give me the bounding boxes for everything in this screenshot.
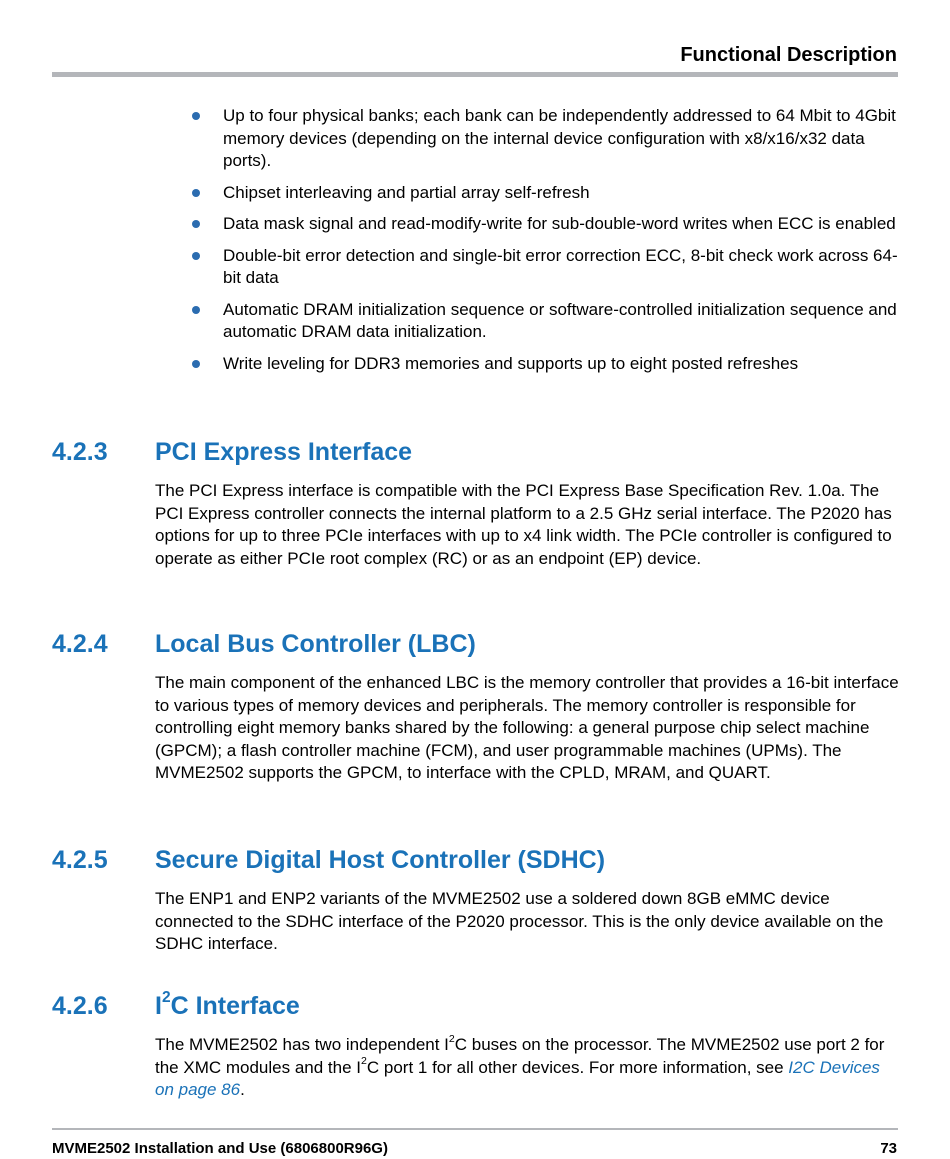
bullet-item xyxy=(190,105,902,173)
footer-rule xyxy=(52,1128,898,1130)
bullet-dot-icon xyxy=(192,189,200,197)
body-text: C port 1 for all other devices. For more information, see xyxy=(366,1057,789,1077)
superscript: 2 xyxy=(361,1055,367,1068)
section-title: Secure Digital Host Controller (SDHC) xyxy=(155,846,606,874)
section-heading xyxy=(52,844,902,876)
footer-doc-title: MVME2502 Installation and Use (6806800R96G) xyxy=(52,1140,388,1157)
section-number: 4.2.3 xyxy=(52,438,108,466)
bullet-dot-icon xyxy=(192,112,200,120)
bullet-item xyxy=(190,299,902,344)
bullet-text: Chipset interleaving and partial array self-refresh xyxy=(223,182,590,202)
bullet-dot-icon xyxy=(192,306,200,314)
header-rule xyxy=(52,72,898,77)
section-title-prefix: I xyxy=(155,992,162,1020)
section-title: PCI Express Interface xyxy=(155,438,413,466)
bullet-dot-icon xyxy=(192,220,200,228)
bullet-item xyxy=(190,182,902,205)
section-title-rest: C Interface xyxy=(170,992,300,1020)
section-body: The ENP1 and ENP2 variants of the MVME2502 use a soldered down 8GB eMMC device connected to the SDHC interface of the P2020 processor. This is the only device available on the SDHC interface. xyxy=(155,889,884,953)
body-text: The MVME2502 has two independent I xyxy=(155,1035,449,1054)
bullet-text: Write leveling for DDR3 memories and supports up to eight posted refreshes xyxy=(223,353,799,373)
section-sdhc xyxy=(52,844,902,956)
section-number: 4.2.6 xyxy=(52,992,108,1020)
section-body: The main component of the enhanced LBC is the memory controller that provides a 16-bit interface to various types of memory devices and peripherals. The memory controller is responsible for controlling eight memory banks shared by the following: a general purpose chip select machine (GPCM); a flash controller machine (FCM), and user programmable machines (UPMs). The MVME2502 supports the GPCM, to interface with the CPLD, MRAM, and QUART. xyxy=(155,673,899,782)
section-number: 4.2.5 xyxy=(52,846,108,874)
section-title: Local Bus Controller (LBC) xyxy=(155,630,476,658)
section-number: 4.2.4 xyxy=(52,630,108,658)
i2c-devices-link[interactable]: I2C Devices on page 86 xyxy=(155,1057,880,1099)
section-title xyxy=(155,990,300,1022)
section-body: The PCI Express interface is compatible with the PCI Express Base Specification Rev. 1.0a. The PCI Express controller connects the internal platform to a 2.5 GHz serial interface. The P2020 has options for up to three PCIe interfaces with up to x4 link width. The PCIe controller is configured to operate as either PCIe root complex (RC) or as an endpoint (EP) device. xyxy=(155,481,892,568)
bullet-item xyxy=(190,245,902,290)
bullet-dot-icon xyxy=(192,252,200,260)
superscript: 2 xyxy=(448,1032,455,1045)
section-heading xyxy=(52,436,902,468)
section-title-superscript: 2 xyxy=(161,989,171,1007)
body-text: C buses on the processor. The MVME2502 use port 2 for the XMC modules and the I xyxy=(155,1035,885,1077)
bullet-item xyxy=(190,353,902,376)
section-local-bus-controller xyxy=(52,628,902,785)
bullet-item xyxy=(190,213,902,236)
bullet-text: Automatic DRAM initialization sequence or software-controlled initialization sequence and automatic DRAM data initialization. xyxy=(223,299,897,341)
footer-page-number: 73 xyxy=(880,1140,897,1157)
bullet-text: Data mask signal and read-modify-write for sub-double-word writes when ECC is enabled xyxy=(223,214,896,233)
feature-bullet-list xyxy=(190,105,902,384)
section-pci-express xyxy=(52,436,902,570)
section-heading xyxy=(52,990,902,1022)
body-text: . xyxy=(240,1080,245,1099)
bullet-text: Double-bit error detection and single-bit error correction ECC, 8-bit check work across 64-bit data xyxy=(223,245,898,287)
section-body xyxy=(155,1034,902,1102)
bullet-text: Up to four physical banks; each bank can be independently addressed to 64 Mbit to 4Gbit memory devices (depending on the internal device configuration with x8/x16/x32 data ports). xyxy=(223,106,896,170)
bullet-dot-icon xyxy=(192,360,200,368)
running-header-title: Functional Description xyxy=(680,44,897,66)
section-i2c-interface xyxy=(52,990,902,1102)
section-heading xyxy=(52,628,902,660)
